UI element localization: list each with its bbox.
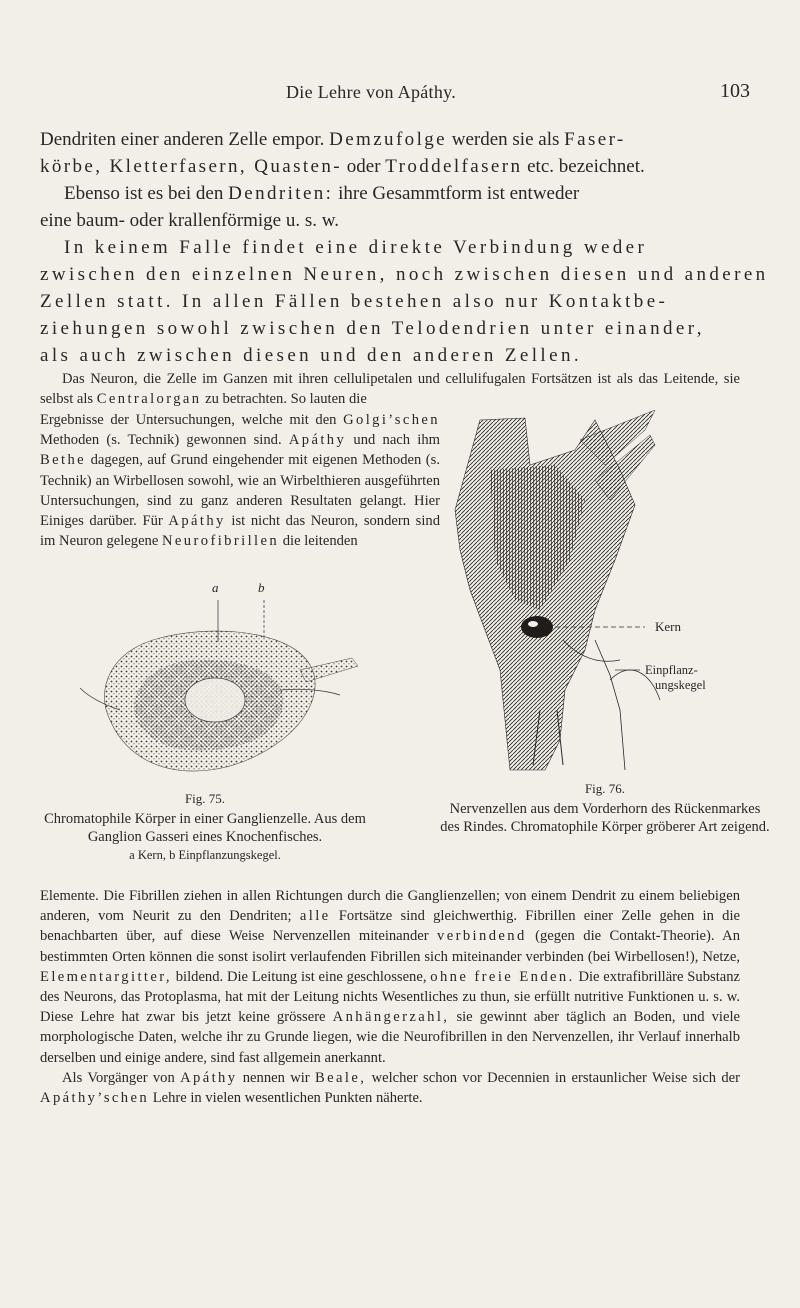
- spinal-nerve-cells-illustration: [445, 410, 775, 780]
- figure-76: [445, 410, 775, 780]
- figure-75-caption: [40, 790, 370, 864]
- text-line: [40, 261, 769, 288]
- figure-75-caption-text: Chromatophile Körper in einer Ganglienzelle. Aus dem Ganglion Gasseri eines Knochenfisches.: [44, 811, 366, 845]
- emphasized-text: Troddelfasern: [385, 156, 523, 177]
- intro-text: Das Neuron, die Zelle im Ganzen mit ihren cellulipetalen und cellulifugalen Fortsätzen ist als das Leitende, sie selbst als Centralorgan zu betrachten. So lauten die: [40, 371, 740, 408]
- main-text: Elemente. Die Fibrillen ziehen in allen Richtungen durch die Ganglienzellen; von einem Dendrit zu einem beliebigen anderen, vom Neurit zu den Dendriten; alle Fortsätze sind gleichwerthig. Fibrillen einer Zelle gehen in die benachbarten über, auf diese Weise Nervenzellen miteinander verbindend (gegen die Contakt-Theorie). An bestimmten Orten können die sonst isolirt verlaufenden Fibrillen sich miteinander verbinden (bei Wirbellosen!), Netze, Elementargitter, bildend. Die Leitung ist eine geschlossene, ohne freie Enden. Die extrafibrilläre Substanz des Neurons, das Protoplasma, hat mit der Leitung nichts Wesentliches zu thun, sie erfüllt nutritive Funktionen u. s. w. Diese Lehre hat zwar bis jetzt keine grössere Anhängerzahl, sie gewinnt aber täglich an Boden, und viele morphologische Daten, welche ihr zu Grunde liegen, wie die Neurofibrillen in den Nervenzellen, ihr Verlauf innerhalb derselben und einige andere, sind fast allgemein anerkannt.: [40, 888, 741, 1066]
- fig75-label-a: a: [212, 580, 219, 595]
- emphasized-text: Apáthy: [168, 513, 226, 530]
- figure-76-caption: [440, 780, 770, 836]
- figure-75-legend: a Kern, b Einpflanzungskegel.: [129, 848, 281, 862]
- emphasized-text: Beale,: [314, 1069, 367, 1086]
- emphasized-text: körbe, Kletterfasern, Quasten-: [40, 156, 343, 177]
- emphasized-text: Anhängerzahl,: [332, 1009, 450, 1026]
- emphasized-text: Dendriten:: [228, 183, 334, 204]
- emphasized-text: ohne freie Enden.: [430, 968, 575, 985]
- figure-75: [40, 580, 370, 790]
- figure-76-caption-text: Nervenzellen aus dem Vorderhorn des Rückenmarkes des Rindes. Chromatophile Körper gröberer Art zeigend.: [440, 801, 770, 835]
- page-number: 103: [720, 80, 750, 102]
- emphasized-text: zwischen den einzelnen Neuren, noch zwischen diesen und anderen: [40, 264, 769, 285]
- text-line: eine baum- oder krallenförmige u. s. w.: [40, 210, 339, 231]
- figure-76-number: Fig. 76.: [584, 781, 626, 796]
- text-line: Dendriten einer anderen Zelle empor. Demzufolge werden sie als Faser-: [40, 129, 626, 150]
- page-header: [0, 80, 800, 110]
- intro-paragraph: [40, 369, 740, 409]
- main-paragraph: [40, 886, 740, 1108]
- emphasized-text: ziehungen sowohl zwischen den Telodendrien unter einander,: [40, 318, 705, 339]
- ganglion-cell-illustration: [40, 580, 370, 790]
- wrapped-text-column: [40, 410, 440, 551]
- emphasized-text: Apáthy: [288, 432, 347, 449]
- emphasized-text: Elementargitter,: [40, 968, 172, 985]
- emphasized-text: Centralorgan: [96, 391, 202, 408]
- emphasized-text: Faser-: [564, 129, 626, 150]
- emphasized-text: In keinem Falle findet eine direkte Verbindung weder: [64, 237, 648, 258]
- fig75-label-b: b: [258, 580, 265, 595]
- emphasized-text: Bethe: [40, 452, 87, 469]
- text-line: [40, 234, 740, 261]
- emphasized-text: Golgi’schen: [343, 412, 440, 428]
- emphasized-text: Apáthy’schen: [40, 1090, 150, 1107]
- fig76-label-einpflanz-1: Einpflanz-: [645, 663, 698, 677]
- figure-75-number: Fig. 75.: [184, 791, 226, 806]
- text-line: körbe, Kletterfasern, Quasten- oder Troddelfasern etc. bezeichnet.: [40, 156, 645, 177]
- emphasized-text: Zellen statt. In allen Fällen bestehen also nur Kontaktbe-: [40, 291, 669, 312]
- emphasized-text: Apáthy: [180, 1069, 238, 1086]
- emphasized-text: verbindend: [437, 928, 527, 945]
- emphasized-text: Neurofibrillen: [161, 533, 280, 550]
- large-print-paragraph: [40, 126, 769, 369]
- closing-text: Als Vorgänger von Apáthy nennen wir Beale, welcher schon vor Decennien in erstaunlicher Weise sich der Apáthy’schen Lehre in vielen wesentlichen Punkten näherte.: [40, 1069, 740, 1107]
- emphasized-text: Demzufolge: [329, 129, 447, 150]
- fig76-label-einpflanz-2: ungskegel: [655, 678, 706, 692]
- text-line: [40, 315, 740, 342]
- emphasized-text: als auch zwischen diesen und den anderen Zellen.: [40, 345, 582, 366]
- text-line: [40, 342, 740, 369]
- text-line: Ebenso ist es bei den Dendriten: ihre Gesammtform ist entweder: [64, 183, 580, 204]
- fig76-label-kern: Kern: [655, 619, 681, 634]
- running-head: Die Lehre von Apáthy.: [286, 82, 457, 102]
- wrapped-text: Ergebnisse der Untersuchungen, welche mit den Golgi’schen Methoden (s. Technik) gewonnen sind. Apáthy und nach ihm Bethe dagegen, auf Grund eingehender mit eigenen Methoden (s. Technik) an Wirbellosen sowohl, wie an Wirbelthieren ausgeführten Untersuchungen, sind zu ganz anderen Resultaten gelangt. Hier Einiges darüber. Für Apáthy ist nicht das Neuron, sondern sind im Neuron gelegene Neurofibrillen die leitenden: [40, 412, 440, 550]
- emphasized-text: alle: [299, 908, 331, 925]
- text-line: [40, 288, 740, 315]
